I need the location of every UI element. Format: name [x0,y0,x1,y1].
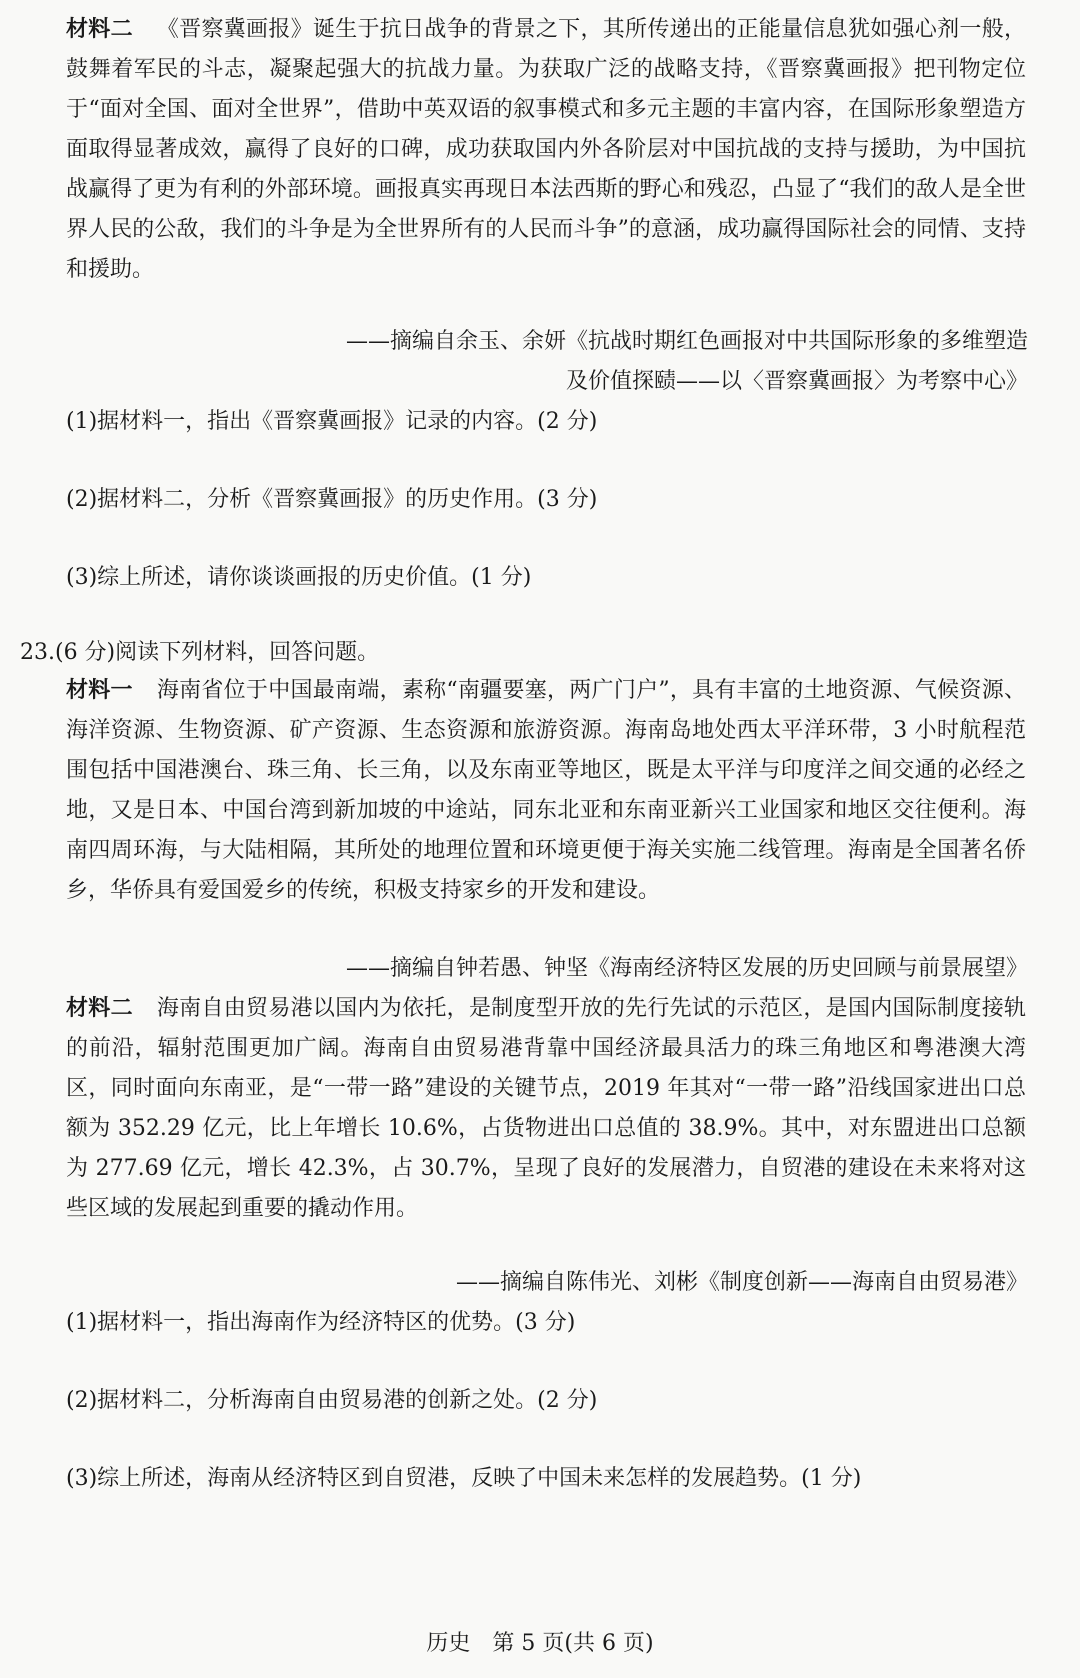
q23-material1-source: ——摘编自钟若愚、钟坚《海南经济特区发展的历史回顾与前景展望》 [345,956,1028,981]
q23-material2-source: ——摘编自陈伟光、刘彬《制度创新——海南自由贸易港》 [455,1270,1028,1295]
material-label: 材料二 [66,17,133,42]
material-text: 海南自由贸易港以国内为依托，是制度型开放的先行先试的示范区，是国内国际制度接轨的前沿，辐射范围更加广阔。海南自由贸易港背靠中国经济最具活力的珠三角地区和粤港澳大湾区，同时面向东南亚，是“一带一路”建设的关键节点，2019 年其对“一带一路”沿线国家进出口总额为 352.29 亿元，比上年增长 10.6%，占货物进出口总值的 38.9%。其中，对东盟进出口总额为 277.69 亿元，增长 42.3%，占 30.7%，呈现了良好的发展潜力，自贸港的建设在未来将对这些区域的发展起到重要的撬动作用。 [66,996,1026,1221]
q22-question-3: (3)综上所述，请你谈谈画报的历史价值。(1 分) [66,565,532,590]
q23-question-2: (2)据材料二，分析海南自由贸易港的创新之处。(2 分) [66,1388,598,1413]
material-text: 《晋察冀画报》诞生于抗日战争的背景之下，其所传递出的正能量信息犹如强心剂一般，鼓舞着军民的斗志，凝聚起强大的抗战力量。为获取广泛的战略支持，《晋察冀画报》把刊物定位于“面对全国、面对全世界”，借助中英双语的叙事模式和多元主题的丰富内容，在国际形象塑造方面取得显著成效，赢得了良好的口碑，成功获取国内外各阶层对中国抗战的支持与援助，为中国抗战赢得了更为有利的外部环境。画报真实再现日本法西斯的野心和残忍，凸显了“我们的敌人是全世界人民的公敌，我们的斗争是为全世界所有的人民而斗争”的意涵，成功赢得国际社会的同情、支持和援助。 [66,17,1026,282]
q22-question-2: (2)据材料二，分析《晋察冀画报》的历史作用。(3 分) [66,487,598,512]
q22-material2 [66,10,1026,290]
page-footer: 历史 第 5 页(共 6 页) [426,1631,654,1656]
q22-material2-source-line1: ——摘编自余玉、余妍《抗战时期红色画报对中共国际形象的多维塑造 [345,329,1028,354]
q23-header: 23.(6 分)阅读下列材料，回答问题。 [20,640,380,665]
q23-material2 [66,989,1026,1229]
q23-question-3: (3)综上所述，海南从经济特区到自贸港，反映了中国未来怎样的发展趋势。(1 分) [66,1466,862,1491]
material-text: 海南省位于中国最南端，素称“南疆要塞，两广门户”，具有丰富的土地资源、气候资源、海洋资源、生物资源、矿产资源、生态资源和旅游资源。海南岛地处西太平洋环带，3 小时航程范围包括中国港澳台、珠三角、长三角，以及东南亚等地区，既是太平洋与印度洋之间交通的必经之地，又是日本、中国台湾到新加坡的中途站，同东北亚和东南亚新兴工业国家和地区交往便利。海南四周环海，与大陆相隔，其所处的地理位置和环境更便于海关实施二线管理。海南是全国著名侨乡，华侨具有爱国爱乡的传统，积极支持家乡的开发和建设。 [66,678,1026,903]
material-label: 材料二 [66,996,133,1021]
q22-material2-source-line2: 及价值探赜——以〈晋察冀画报〉为考察中心》 [565,369,1028,394]
q23-question-1: (1)据材料一，指出海南作为经济特区的优势。(3 分) [66,1310,576,1335]
q23-material1 [66,671,1026,911]
q22-question-1: (1)据材料一，指出《晋察冀画报》记录的内容。(2 分) [66,409,598,434]
material-label: 材料一 [66,678,133,703]
